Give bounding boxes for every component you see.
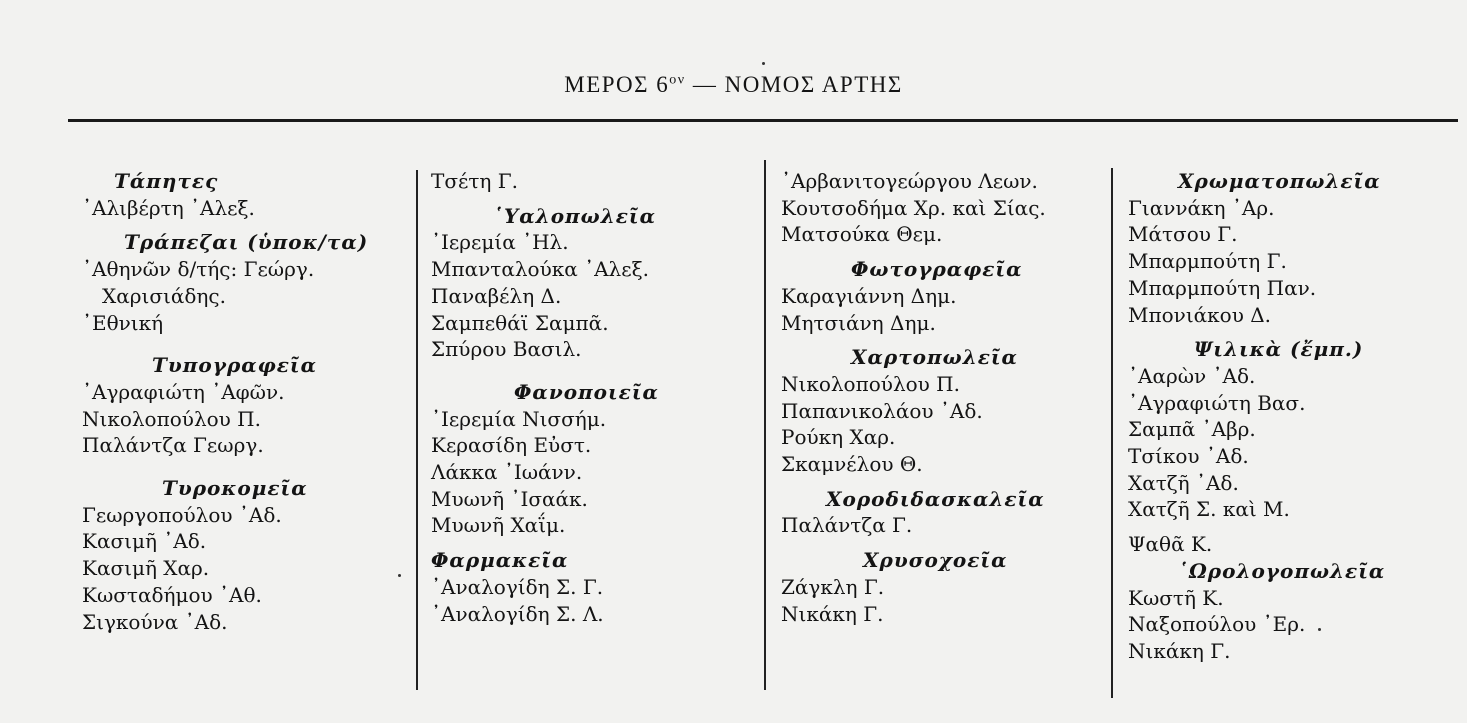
- directory-entry: Σαμπεθάϊ Σαμπᾶ.: [431, 310, 609, 335]
- directory-entry: Σπύρου Βασιλ.: [431, 337, 582, 362]
- directory-entry: Ζάγκλη Γ.: [781, 574, 885, 599]
- section-heading: ῾Υαλοπωλεῖα: [493, 203, 656, 228]
- directory-entry: Λάκκα ᾿Ιωάνν.: [431, 460, 583, 485]
- directory-entry: ᾿Αρβανιτογεώργου Λεων.: [781, 169, 1038, 193]
- directory-entry: Χαρισιάδης.: [102, 283, 226, 308]
- directory-entry: Μπανταλούκα ᾿Αλεξ.: [431, 257, 649, 282]
- column-3: [781, 168, 1046, 627]
- directory-entry: Μάτσου Γ.: [1128, 222, 1238, 247]
- column-divider-3: [1111, 168, 1113, 698]
- header-part: ΜΕΡΟΣ 6: [564, 72, 670, 97]
- directory-entry: Καραγιάννη Δημ.: [781, 283, 957, 308]
- directory-entry: ᾿Αναλογίδη Σ. Γ.: [431, 574, 604, 599]
- directory-entry: Χατζῆ ᾿Αδ.: [1128, 470, 1239, 495]
- section-heading: Ψιλικὰ (ἔμπ.): [1194, 337, 1364, 362]
- directory-entry: Χατζῆ Σ. καὶ Μ.: [1128, 497, 1290, 522]
- section-heading: Χρυσοχοεῖα: [863, 548, 1008, 573]
- directory-entry: Μπονιάκου Δ.: [1128, 302, 1272, 327]
- header-rule: [68, 119, 1458, 122]
- column-2: [431, 168, 659, 627]
- directory-entry: Παπανικολάου ᾿Αδ.: [781, 398, 983, 423]
- directory-entry: Μητσιάνη Δημ.: [781, 310, 936, 335]
- directory-entry: Παλάντζα Γεωργ.: [82, 433, 264, 458]
- directory-entry: ᾿Εθνική: [82, 310, 164, 335]
- column-divider-1: [416, 170, 418, 690]
- section-heading: Τάπητες: [114, 169, 219, 193]
- section-heading: Τυροκομεῖα: [162, 476, 308, 501]
- directory-entry: Κασιμῆ Χαρ.: [82, 556, 210, 581]
- directory-entry: Ρούκη Χαρ.: [781, 425, 896, 450]
- directory-entry: Νικάκη Γ.: [781, 601, 884, 626]
- directory-entry: Παλάντζα Γ.: [781, 513, 913, 538]
- directory-entry: Νικάκη Γ.: [1128, 638, 1231, 663]
- directory-entry: Κουτσοδήμα Χρ. καὶ Σίας.: [781, 195, 1046, 220]
- column-4: [1128, 168, 1385, 665]
- section-heading: Χοροδιδασκαλεῖα: [826, 486, 1045, 511]
- section-heading: Φωτογραφεῖα: [851, 257, 1023, 282]
- section-heading: Φανοποιεῖα: [514, 379, 659, 404]
- directory-entry: Μπαρμπούτη Γ.: [1128, 249, 1287, 274]
- directory-entry: Μυωνῆ Χαΐμ.: [431, 513, 566, 538]
- directory-entry: ᾿Αγραφιώτη ᾿Αφῶν.: [82, 379, 285, 404]
- directory-entry: ᾿Ααρὼν ᾿Αδ.: [1128, 363, 1256, 388]
- section-heading: ῾Ωρολογοπωλεῖα: [1178, 558, 1386, 583]
- directory-entry: Κωσταδήμου ᾿Αθ.: [82, 582, 262, 607]
- directory-entry: ᾿Αλιβέρτη ᾿Αλεξ.: [82, 195, 255, 220]
- section-heading: Χρωματοπωλεῖα: [1178, 169, 1381, 193]
- directory-entry: Τσέτη Γ.: [431, 169, 518, 193]
- directory-entry: ᾿Ιερεμία ᾿Ηλ.: [431, 230, 569, 255]
- section-heading: Χαρτοπωλεῖα: [851, 345, 1018, 370]
- directory-entry: Μυωνῆ ᾿Ισαάκ.: [431, 486, 588, 511]
- page-header: [0, 72, 1467, 98]
- directory-entry: Σκαμνέλου Θ.: [781, 452, 923, 477]
- directory-entry: Σαμπᾶ ᾿Αβρ.: [1128, 417, 1256, 442]
- directory-entry: Ναξοπούλου ᾿Ερ.: [1128, 612, 1306, 637]
- directory-entry: Σιγκούνα ᾿Αδ.: [82, 609, 228, 634]
- directory-entry: ᾿Ιερεμία Νισσήμ.: [431, 406, 607, 431]
- directory-entry: ᾿Αναλογίδη Σ. Λ.: [431, 601, 604, 626]
- directory-entry: Νικολοπούλου Π.: [781, 371, 960, 396]
- directory-entry: Νικολοπούλου Π.: [82, 406, 261, 431]
- directory-entry: Ψαθᾶ Κ.: [1128, 532, 1213, 557]
- directory-entry: Μπαρμπούτη Παν.: [1128, 275, 1317, 300]
- directory-entry: Κωστῆ Κ.: [1128, 585, 1224, 610]
- section-heading: Τράπεζαι (ὑποκ/τα): [124, 230, 369, 255]
- directory-entry: Κερασίδη Εὐστ.: [431, 433, 592, 458]
- directory-entry: Γιαννάκη ᾿Αρ.: [1128, 195, 1275, 220]
- directory-entry: Τσίκου ᾿Αδ.: [1128, 444, 1249, 469]
- directory-entry: Ματσούκα Θεμ.: [781, 222, 943, 247]
- directory-entry: ᾿Αθηνῶν δ/τής: Γεώργ.: [82, 257, 315, 282]
- print-speck: [398, 574, 401, 577]
- header-dash: —: [692, 72, 718, 97]
- header-part-suffix: ον: [669, 72, 686, 88]
- section-heading: Τυπογραφεῖα: [152, 353, 317, 378]
- column-divider-2: [764, 160, 766, 690]
- directory-entry: Γεωργοπούλου ᾿Αδ.: [82, 502, 282, 527]
- column-1: [82, 168, 368, 635]
- directory-entry: ᾿Αγραφιώτη Βασ.: [1128, 390, 1306, 415]
- header-region: ΝΟΜΟΣ ΑΡΤΗΣ: [724, 72, 903, 97]
- directory-entry: Κασιμῆ ᾿Αδ.: [82, 529, 207, 554]
- print-speck: [762, 62, 765, 65]
- section-heading: Φαρμακεῖα: [431, 548, 569, 573]
- directory-entry: Παναβέλη Δ.: [431, 283, 562, 308]
